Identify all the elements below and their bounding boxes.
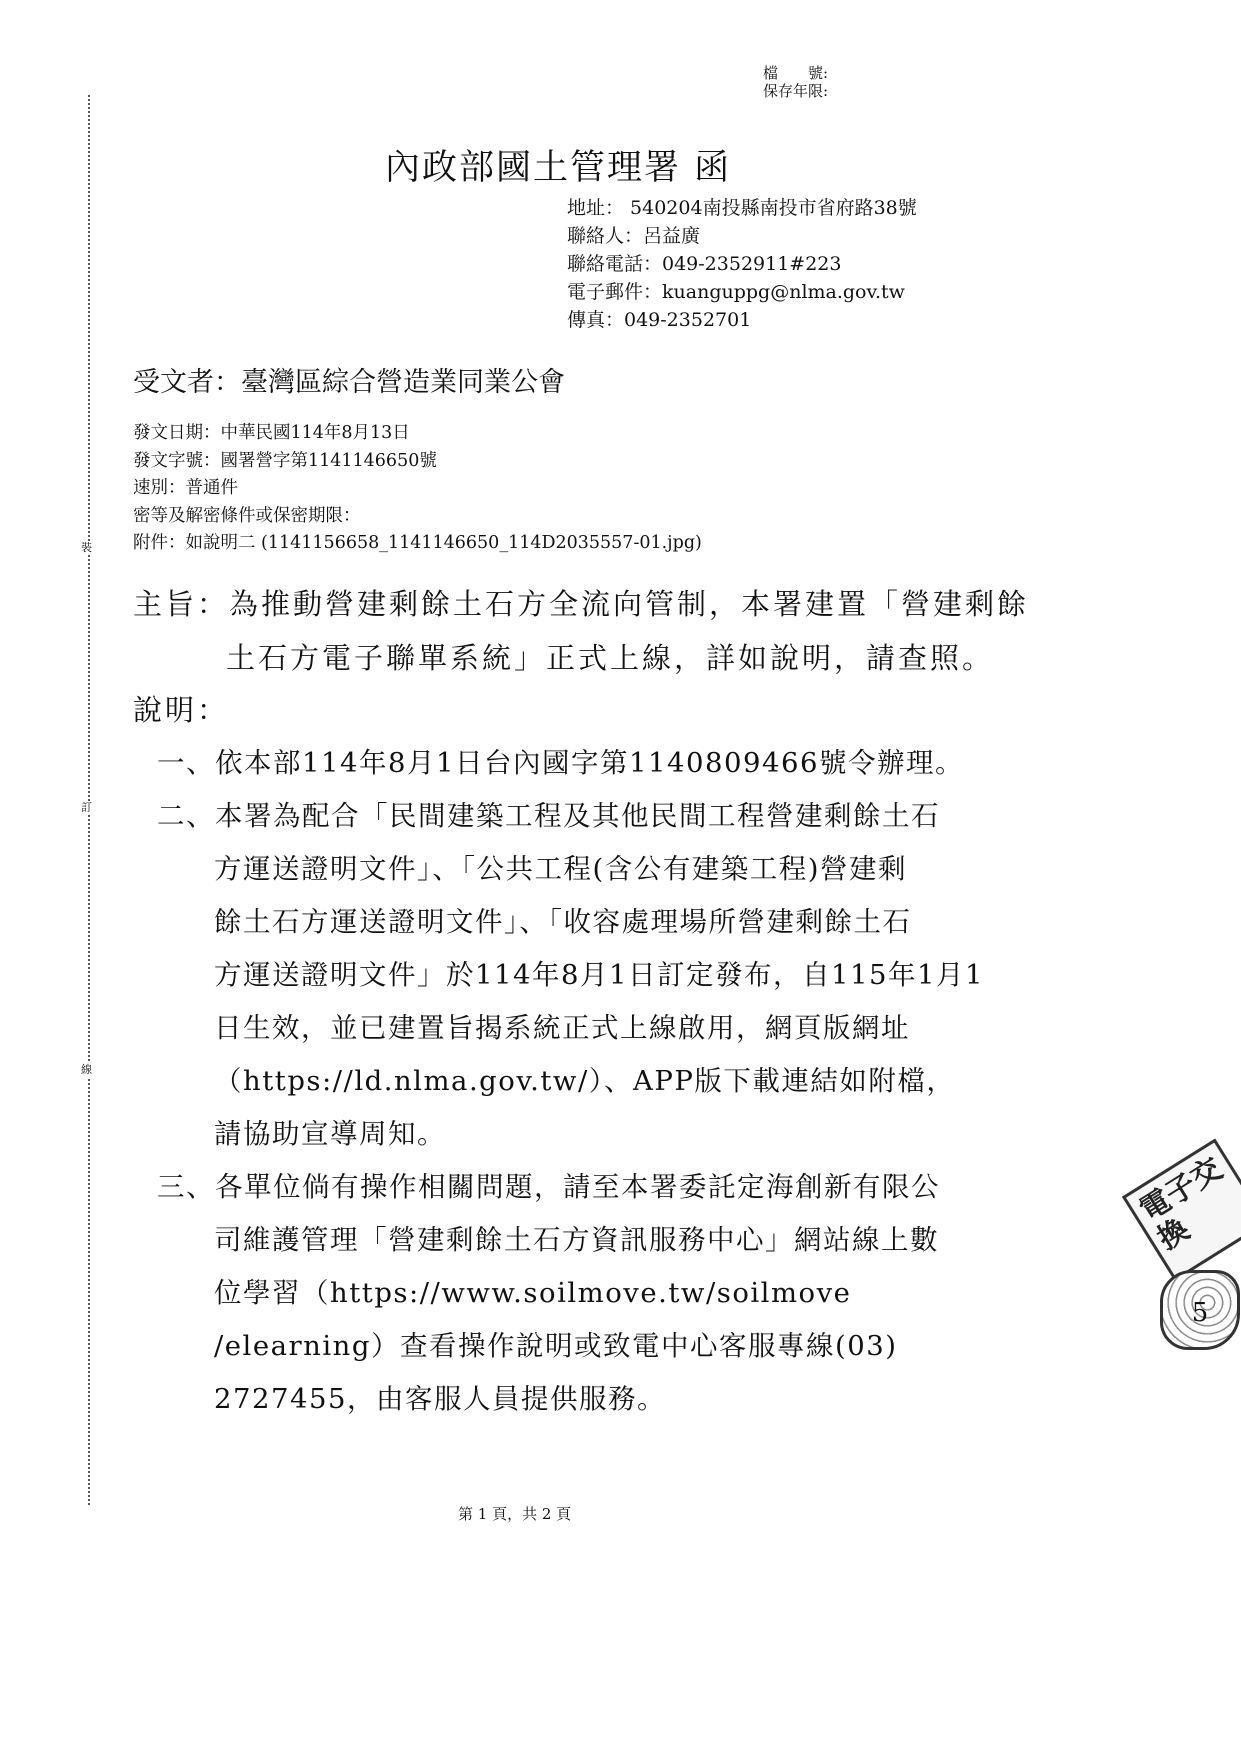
seal-number: 5 bbox=[1191, 1298, 1209, 1328]
document-title: 內政部國土管理署 函 bbox=[385, 148, 732, 188]
priority: 速別：普通件 bbox=[133, 478, 238, 498]
explanation-item-line: 方運送證明文件」、「公共工程(含公有建築工程)營建剩 bbox=[214, 853, 907, 885]
explanation-item-line: 一、依本部114年8月1日台內國字第1140809466號令辦理。 bbox=[157, 747, 964, 779]
binding-mark-xian: 線 bbox=[81, 1063, 92, 1076]
explanation-item-line: 日生效，並已建置旨揭系統正式上線啟用，網頁版網址 bbox=[214, 1012, 910, 1044]
sender-contact: 聯絡人：呂益廣 bbox=[567, 225, 701, 247]
binding-mark-ding: 訂 bbox=[81, 801, 92, 814]
explanation-label: 說明： bbox=[133, 693, 230, 727]
explanation-item-line: 位學習（https://www.soilmove.tw/soilmove bbox=[214, 1277, 852, 1309]
issue-date: 發文日期：中華民國114年8月13日 bbox=[133, 423, 410, 443]
explanation-item-line: 二、本署為配合「民間建築工程及其他民間工程營建剩餘土石 bbox=[157, 800, 940, 832]
electronic-exchange-stamp bbox=[1122, 1138, 1241, 1281]
issue-number: 發文字號：國署營字第1141146650號 bbox=[133, 450, 437, 471]
sender-fax: 傳真：049-2352701 bbox=[567, 309, 752, 331]
explanation-item-line: 方運送證明文件」於114年8月1日訂定發布，自115年1月1 bbox=[214, 959, 984, 991]
explanation-item-line: 三、各單位倘有操作相關問題，請至本署委託定海創新有限公 bbox=[157, 1171, 940, 1203]
sender-address: 地址： 540204南投縣南投市省府路38號 bbox=[567, 197, 917, 219]
explanation-item-line: 2727455，由客服人員提供服務。 bbox=[214, 1383, 666, 1415]
file-number-label: 檔 號: bbox=[763, 64, 829, 82]
classification: 密等及解密條件或保密期限： bbox=[133, 505, 361, 526]
recipient: 受文者：臺灣區綜合營造業同業公會 bbox=[133, 367, 565, 398]
stamp-area bbox=[1110, 1130, 1241, 1530]
sender-phone: 聯絡電話：049-2352911#223 bbox=[567, 253, 842, 275]
info-block bbox=[133, 420, 702, 558]
explanation-item-line: 司維護管理「營建剩餘土石方資訊服務中心」網站線上數 bbox=[214, 1224, 939, 1256]
explanation-item-line: 餘土石方運送證明文件」、「收容處理場所營建剩餘土石 bbox=[214, 906, 912, 938]
page-footer: 第 1 頁，共 2 頁 bbox=[458, 1505, 572, 1523]
binding-mark-zhuang: 裝 bbox=[81, 541, 92, 554]
subject-line-2: 土石方電子聯單系統」正式上線，詳如說明，請查照。 bbox=[226, 641, 995, 675]
explanation-item-line: 請協助宣導周知。 bbox=[214, 1118, 446, 1150]
sender-email: 電子郵件：kuanguppg@nlma.gov.tw bbox=[567, 281, 905, 303]
retention-label: 保存年限: bbox=[763, 82, 829, 100]
sender-block bbox=[567, 194, 917, 334]
stamp-text: 電子交換 bbox=[1133, 1151, 1229, 1258]
subject-line-1: 主旨：為推動營建剩餘土石方全流向管制，本署建置「營建剩餘 bbox=[133, 587, 1030, 621]
attachment: 附件：如說明二 (1141156658_1141146650_114D2035557-01.jpg) bbox=[133, 533, 702, 553]
seal-stamp bbox=[1160, 1270, 1240, 1350]
binding-line bbox=[88, 95, 90, 1505]
explanation-item-line: /elearning）查看操作說明或致電中心客服專線(03) bbox=[214, 1330, 898, 1362]
explanation-item-line: （https://ld.nlma.gov.tw/）、APP版下載連結如附檔， bbox=[214, 1065, 956, 1097]
